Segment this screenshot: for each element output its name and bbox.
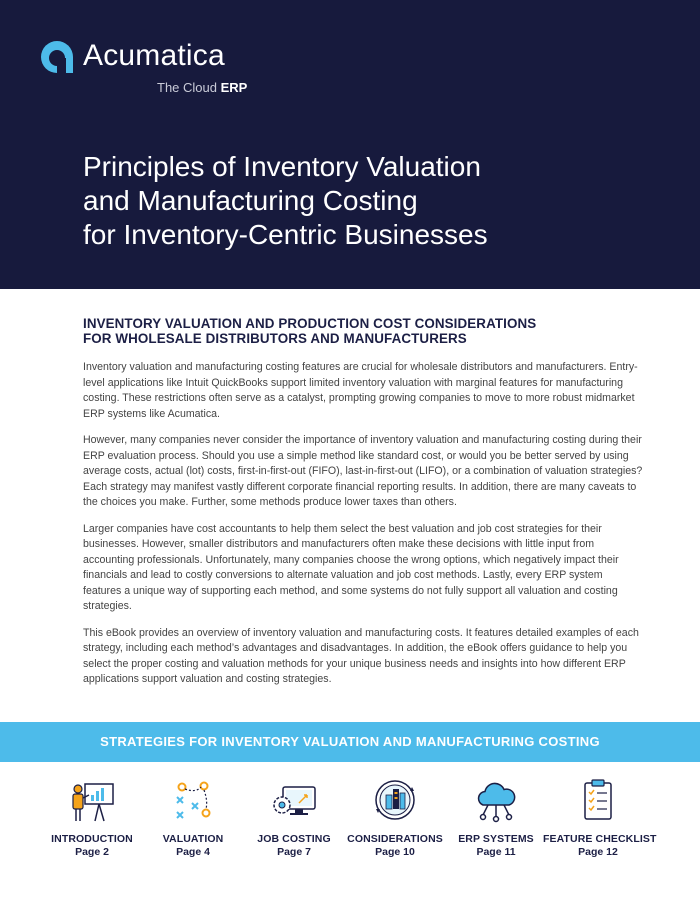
nav-introduction[interactable] bbox=[37, 775, 147, 858]
nav-page: Page 10 bbox=[375, 846, 415, 858]
nav-label: FEATURE CHECKLIST bbox=[543, 833, 657, 845]
nav-page: Page 4 bbox=[176, 846, 210, 858]
header-banner bbox=[0, 0, 700, 289]
paragraph: However, many companies never consider the importance of inventory valuation and manufacturing costing during their ERP evaluation process. Should you use a simple method like standard cost, or would you be better served by using average costs, actual (lot) costs, first-in-first-out (FIFO), last-in-first-out (LIFO), or a combination of valuation strategies? Each strategy may manifest vastly different corporate financial reporting results. In addition, there are many caveats to the choices you make. Further, some methods produce lower taxes than others. bbox=[83, 434, 643, 508]
body-text bbox=[83, 360, 643, 699]
nav-page: Page 12 bbox=[578, 846, 618, 858]
section-heading bbox=[83, 316, 643, 346]
chapter-nav bbox=[0, 775, 700, 895]
city-cycle-icon bbox=[370, 775, 420, 825]
nav-erp-systems[interactable] bbox=[441, 775, 551, 858]
title-line: and Manufacturing Costing bbox=[83, 185, 418, 216]
brand-name: Acumatica bbox=[83, 39, 225, 72]
brand-tagline: The Cloud ERP bbox=[157, 80, 248, 95]
cloud-network-icon bbox=[471, 775, 521, 825]
nav-label: VALUATION bbox=[162, 833, 224, 845]
paragraph: This eBook provides an overview of inventory valuation and manufacturing costs. It features detailed examples of each strategy, including each method’s advantages and disadvantages. In addition, the eBook offers guidance to help you select the proper costing and valuation methods for your unique business needs and insights into how different ERP applications support valuation and costing strategies. bbox=[83, 626, 639, 685]
gear-screen-icon bbox=[269, 775, 319, 825]
nav-job-costing[interactable] bbox=[239, 775, 349, 858]
nav-label: ERP SYSTEMS bbox=[458, 833, 534, 845]
nav-considerations[interactable] bbox=[340, 775, 450, 858]
strategies-banner: STRATEGIES FOR INVENTORY VALUATION AND MANUFACTURING COSTING bbox=[0, 722, 700, 762]
title-line: for Inventory-Centric Businesses bbox=[83, 219, 488, 250]
strategy-icon bbox=[168, 775, 218, 825]
presentation-icon bbox=[67, 775, 117, 825]
paragraph: Larger companies have cost accountants to help them select the best valuation and job cost strategies for their businesses. However, smaller distributors and manufacturers often make these decisions with little input from accounting professionals. Unfortunately, many companies choose the wrong options, which negatively impact their financials and lead to costly conversions to alternate valuation and job cost methods. Lastly, every ERP system features a unique way of supporting each method, and some systems do not fully support all valuation and costing strategies. bbox=[83, 522, 619, 612]
nav-feature-checklist[interactable] bbox=[543, 775, 657, 858]
nav-page: Page 7 bbox=[277, 846, 311, 858]
nav-page: Page 2 bbox=[75, 846, 109, 858]
paragraph: Inventory valuation and manufacturing costing features are crucial for wholesale distributors and manufacturers. Entry-level applications like Intuit QuickBooks support limited inventory valuation with marginal features for manufacturing costing. These restrictions often serve as a catalyst, prompting growing companies to move to more robust midmarket ERP systems like Acumatica. bbox=[83, 361, 638, 420]
acumatica-logo-icon bbox=[40, 40, 74, 74]
nav-label: INTRODUCTION bbox=[51, 833, 133, 845]
nav-page: Page 11 bbox=[476, 846, 516, 858]
nav-label: JOB COSTING bbox=[257, 833, 331, 845]
title-line: Principles of Inventory Valuation bbox=[83, 151, 481, 182]
nav-valuation[interactable] bbox=[138, 775, 248, 858]
nav-label: CONSIDERATIONS bbox=[347, 833, 443, 845]
section-heading-line: INVENTORY VALUATION AND PRODUCTION COST CONSIDERATIONS bbox=[83, 316, 537, 331]
section-heading-line: FOR WHOLESALE DISTRIBUTORS AND MANUFACTURERS bbox=[83, 331, 467, 346]
checklist-icon bbox=[573, 775, 623, 825]
document-title bbox=[83, 150, 663, 252]
